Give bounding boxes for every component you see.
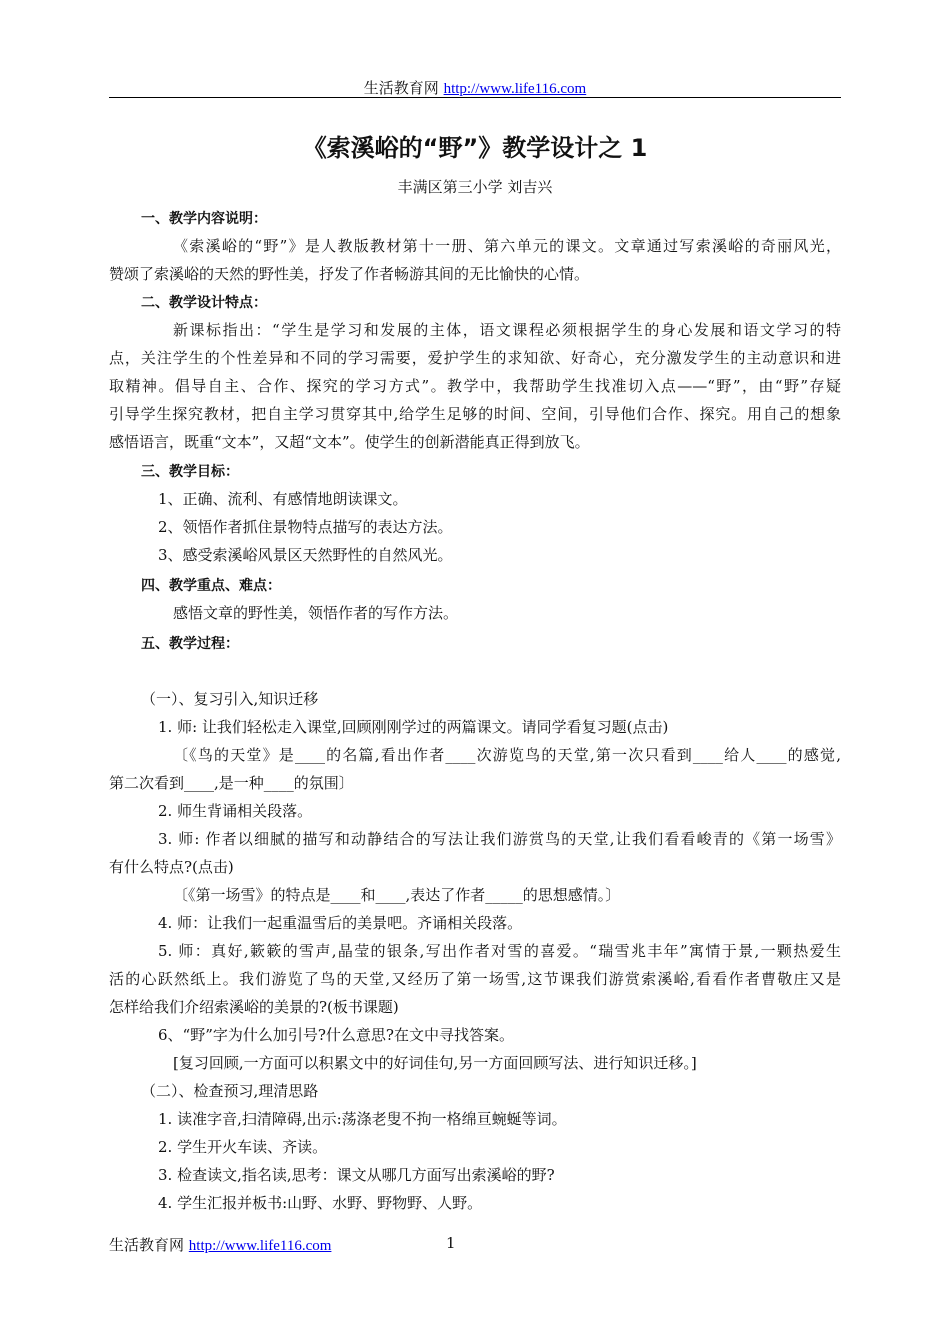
- header-link[interactable]: http://www.life116.com: [443, 81, 587, 97]
- process-step: 1. 读准字音,扫清障碍,出示:荡涤老叟不拘一格绵亘蜿蜒等词。: [158, 1110, 567, 1128]
- section-heading-features: 二、教学设计特点：: [141, 295, 267, 311]
- page-number: 1: [446, 1234, 456, 1252]
- section-heading-process: 五、教学过程：: [141, 636, 239, 652]
- document-title: 《索溪峪的“野”》教学设计之 1: [302, 134, 648, 162]
- process-question: 〔《第一场雪》的特点是____和____,表达了作者_____的思想感情。〕: [173, 886, 621, 904]
- page-footer: [109, 1234, 331, 1255]
- process-part-heading: （二）、检查预习,理清思路: [141, 1082, 319, 1100]
- process-step: 1. 师: 让我们轻松走入课堂,回顾刚刚学过的两篇课文。请同学看复习题(点击): [158, 718, 669, 736]
- section-heading-focus: 四、教学重点、难点：: [141, 578, 281, 594]
- process-step: 2. 学生开火车读、齐读。: [158, 1138, 328, 1156]
- process-step: 怎样给我们介绍索溪峪的美景的?(板书课题): [109, 998, 399, 1016]
- paragraph-line: 新课标指出：“学生是学习和发展的主体，语文课程必须根据学生的身心发展和语文学习的特: [173, 321, 841, 339]
- goal-item: 2、领悟作者抓住景物特点描写的表达方法。: [158, 518, 453, 536]
- process-step: 4. 师：让我们一起重温雪后的美景吧。齐诵相关段落。: [158, 914, 523, 932]
- header-divider: [109, 97, 841, 98]
- paragraph-line: 取精神。倡导自主、合作、探究的学习方式”。教学中，我帮助学生找准切入点——“野”，由“野”存疑: [109, 377, 841, 395]
- process-note: [复习回顾,一方面可以积累文中的好词佳句,另一方面回顾写法、进行知识迁移。]: [173, 1054, 697, 1072]
- footer-site-name: 生活教育网: [109, 1236, 185, 1254]
- process-question: 第二次看到____,是一种____的氛围〕: [109, 774, 354, 792]
- process-step: 3. 检查读文,指名读,思考：课文从哪几方面写出索溪峪的野?: [158, 1166, 555, 1184]
- process-step: 6、“野”字为什么加引号?什么意思?在文中寻找答案。: [158, 1026, 514, 1044]
- process-step: 5. 师：真好,簌簌的雪声,晶莹的银条,写出作者对雪的喜爱。“瑞雪兆丰年”寓情于景,一颗热爱生: [158, 942, 841, 960]
- process-question: 〔《鸟的天堂》是____的名篇,看出作者____次游览鸟的天堂,第一次只看到____给人____的感觉,: [173, 746, 841, 764]
- paragraph-line: 赞颂了索溪峪的天然的野性美，抒发了作者畅游其间的无比愉快的心情。: [109, 265, 590, 283]
- process-part-heading: （一）、复习引入,知识迁移: [141, 690, 319, 708]
- paragraph-line: 《索溪峪的“野”》是人教版教材第十一册、第六单元的课文。文章通过写索溪峪的奇丽风光，: [173, 237, 841, 255]
- section-heading-content: 一、教学内容说明：: [141, 211, 267, 227]
- goal-item: 3、感受索溪峪风景区天然野性的自然风光。: [158, 546, 453, 564]
- process-step: 有什么特点?(点击): [109, 858, 234, 876]
- footer-link[interactable]: http://www.life116.com: [188, 1238, 332, 1254]
- paragraph-line: 感悟语言，既重“文本”，又超“文本”。使学生的创新潜能真正得到放飞。: [109, 433, 590, 451]
- paragraph-line: 引导学生探究教材，把自主学习贯穿其中,给学生足够的时间、空间，引导他们合作、探究。用自己的想象: [109, 405, 841, 423]
- goal-item: 1、正确、流利、有感情地朗读课文。: [158, 490, 408, 508]
- paragraph-line: 感悟文章的野性美，领悟作者的写作方法。: [173, 604, 459, 622]
- process-step: 4. 学生汇报并板书:山野、水野、野物野、人野。: [158, 1194, 483, 1212]
- process-step: 活的心跃然纸上。我们游览了鸟的天堂,又经历了第一场雪,这节课我们游赏索溪峪,看看作者曹敬庄又是: [109, 970, 841, 988]
- process-step: 3. 师: 作者以细腻的描写和动静结合的写法让我们游赏鸟的天堂,让我们看看峻青的《第一场雪》: [158, 830, 841, 848]
- header-site-name: 生活教育网: [363, 79, 439, 97]
- page-header: [0, 77, 950, 98]
- process-step: 2. 师生背诵相关段落。: [158, 802, 313, 820]
- section-heading-goals: 三、教学目标：: [141, 464, 239, 480]
- author-line: 丰满区第三小学 刘吉兴: [397, 178, 553, 196]
- paragraph-line: 点，关注学生的个性差异和不同的学习需要，爱护学生的求知欲、好奇心，充分激发学生的主动意识和进: [109, 349, 841, 367]
